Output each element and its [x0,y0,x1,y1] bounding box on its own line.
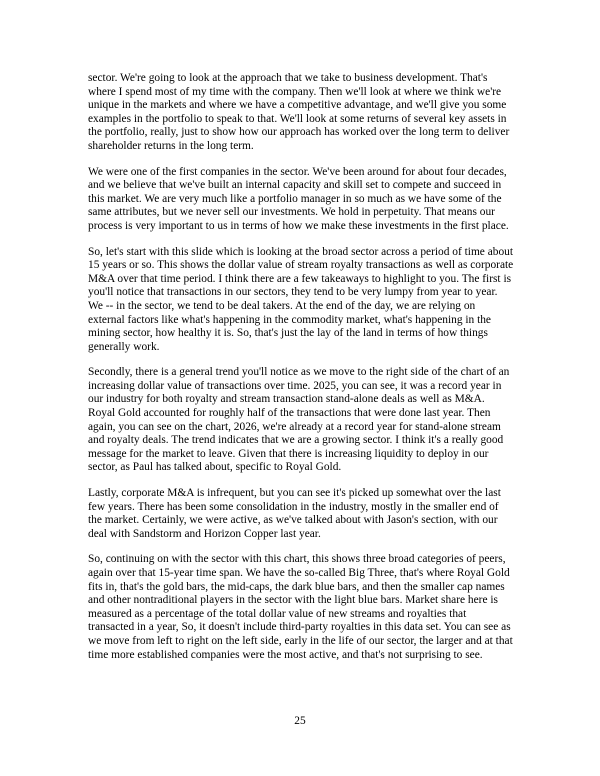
paragraph-market-share: So, continuing on with the sector with this chart, this shows three broad categories of peers, again over that 15-year time span. We have the so-called Big Three, that's where Royal Gold fits in, that's the gold bars, the mid-caps, the dark blue bars, and then the smaller cap names and other nontraditional players in the sector with the light blue bars. Market share here is measured as a percentage of the total dollar value of new streams and royalties that transacted in a year, So, it doesn't include third-party royalties in this data set. You can see as we move from left to right on the left side, early in the life of our sector, the larger and at that time more established companies were the most active, and that's not surprising to see. [88,553,513,661]
paragraph-corporate-ma: Lastly, corporate M&A is infrequent, but you can see it's picked up somewhat over the last few years. There has been some consolidation in the industry, mostly in the smaller end of the market. Certainly, we were active, as we've talked about with Jason's section, with our deal with Sandstorm and Horizon Copper last year. [88,487,501,540]
page-number: 25 [294,715,306,727]
paragraph-sector-transactions: So, let's start with this slide which is looking at the broad sector across a period of time about 15 years or so. This shows the dollar value of stream royalty transactions as well as corporate M&A over that time period. I think there are a few takeaways to highlight to you. The first is you'll notice that transactions in our sectors, they tend to be very lumpy from year to year. We -- in the sector, we tend to be deal takers. At the end of the day, we are relying on external factors like what's happening in the commodity market, what's happening in the mining sector, how healthy it is. So, that's just the lay of the land in terms of how things generally work. [88,245,514,353]
paragraph-company-history: We were one of the first companies in the sector. We've been around for about four decades, and we believe that we've built an internal capacity and skill set to compete and succeed in this market. We are very much like a portfolio manager in so much as we have some of the same attributes, but we never sell our investments. We hold in perpetuity. That means our process is very important to us in terms of how we make these investments in the first place. [88,165,509,232]
paragraph-transaction-trend: Secondly, there is a general trend you'll notice as we move to the right side of the chart of an increasing dollar value of transactions over time. 2025, you can see, it was a record year in our industry for both royalty and stream transaction stand-alone deals as well as M&A. Royal Gold accounted for roughly half of the transactions that were done last year. Then again, you can see on the chart, 2026, we're already at a record year for stand-alone stream and royalty deals. The trend indicates that we are a growing sector. I think it's a really good message for the market to leave. Given that there is increasing liquidity to deploy in our sector, as Paul has talked about, specific to Royal Gold. [88,366,510,474]
transcript-page-body [88,72,514,674]
paragraph-business-development: sector. We're going to look at the approach that we take to business development. That's where I spend most of my time with the company. Then we'll look at where we think we're unique in the markets and where we have a competitive advantage, and we'll give you some examples in the portfolio to speak to that. We'll look at some returns of several key assets in the portfolio, really, just to show how our approach has worked over the long term to deliver shareholder returns in the long term. [88,72,510,152]
